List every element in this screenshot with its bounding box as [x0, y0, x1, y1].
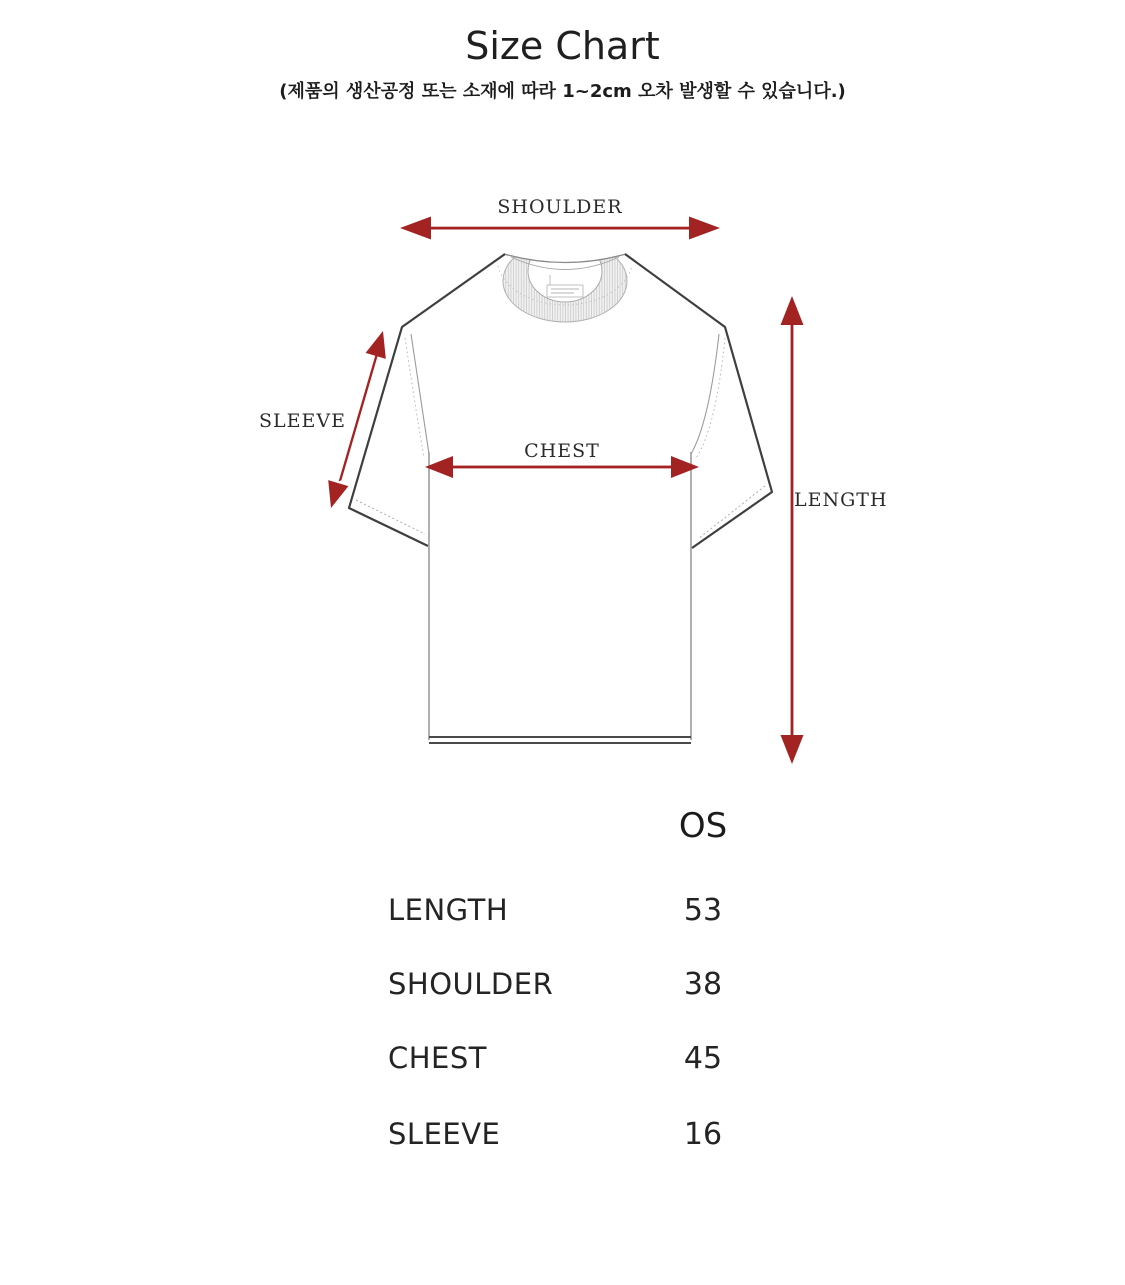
shoulder-measure-label: SHOULDER: [497, 196, 623, 218]
size-column-header-os: OS: [678, 806, 728, 846]
measurement-label: CHEST: [388, 1041, 488, 1075]
table-row-sleeve: [0, 1117, 1125, 1155]
measurement-label: SLEEVE: [388, 1117, 501, 1151]
table-row-chest: [0, 1041, 1125, 1079]
length-measure-label: LENGTH: [794, 489, 888, 511]
sleeve-measure-label: SLEEVE: [259, 410, 346, 432]
measurement-value: 16: [683, 1117, 723, 1152]
measurement-value: 45: [683, 1041, 723, 1076]
chest-measure-label: CHEST: [524, 440, 600, 462]
measurement-label: LENGTH: [388, 893, 509, 927]
table-row-length: [0, 893, 1125, 931]
page-title: Size Chart: [465, 24, 660, 68]
measurement-value: 53: [683, 893, 723, 928]
measurement-label: SHOULDER: [388, 967, 554, 1001]
tolerance-note: (제품의 생산공정 또는 소재에 따라 1~2cm 오차 발생할 수 있습니다.): [279, 81, 846, 102]
measurement-value: 38: [683, 967, 723, 1002]
table-row-shoulder: [0, 967, 1125, 1005]
